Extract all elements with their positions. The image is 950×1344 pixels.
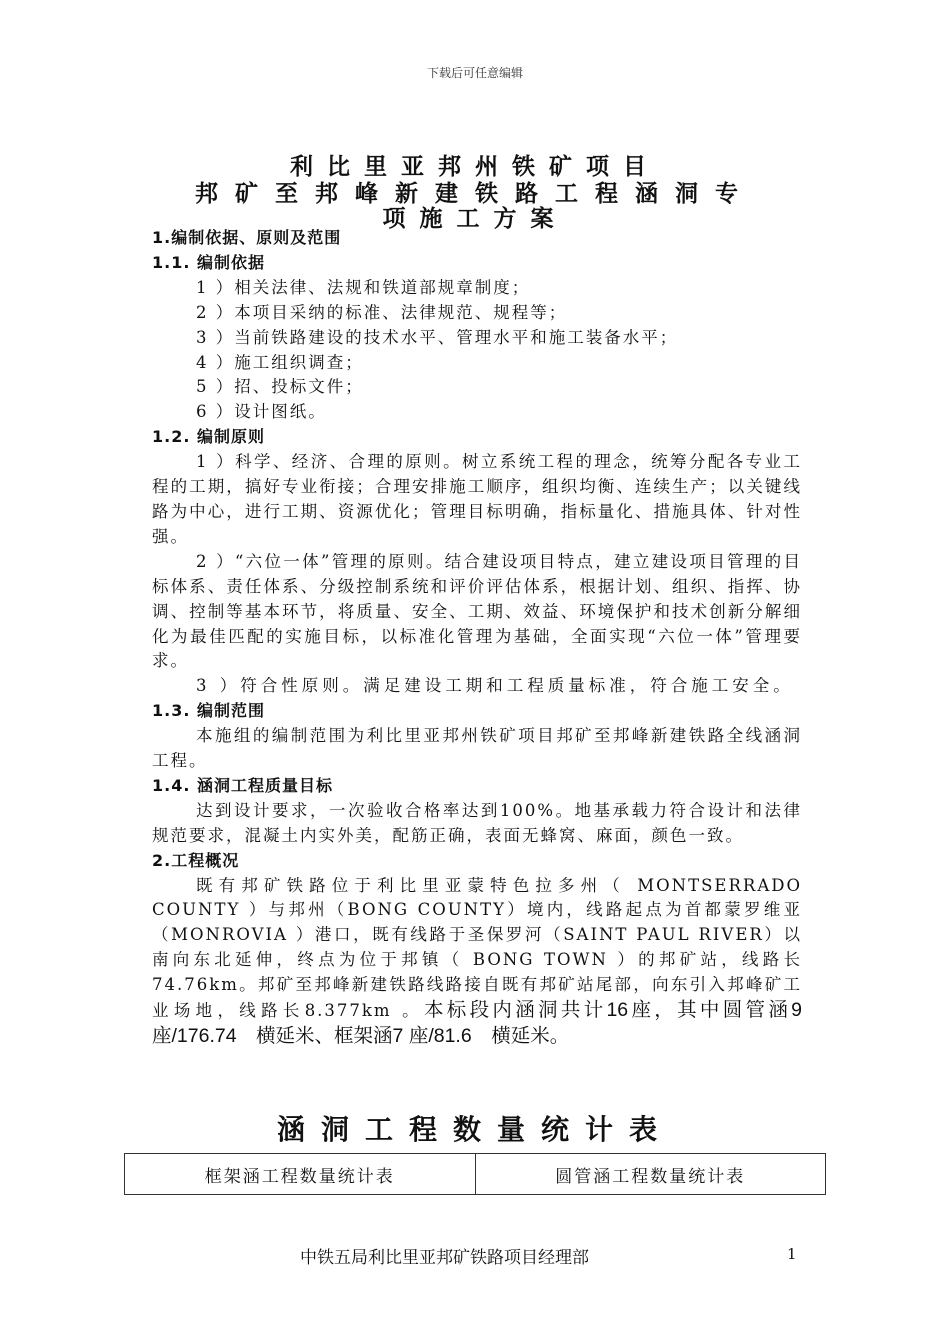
scope-paragraph: 本施组的编制范围为利比里亚邦州铁矿项目邦矿至邦峰新建铁路全线涵洞工程。 [152, 726, 802, 771]
table-cell-pipe-culvert: 圆管涵工程数量统计表 [475, 1154, 826, 1195]
document-body [152, 226, 802, 1050]
doc-title-line-2: 邦矿至邦峰新建铁路工程涵洞专 [195, 181, 755, 207]
doc-title-line-1: 利比里亚邦州铁矿项目 [290, 154, 660, 180]
table-cell-frame-culvert: 框架涵工程数量统计表 [125, 1154, 476, 1195]
section-1-2-heading: 1.2. 编制原则 [152, 427, 265, 447]
overview-text: 既有邦矿铁路位于利比里亚蒙特色拉多州（ MONTSERRADO COUNTY ）与邦州（BONG COUNTY）境内，线路起点为首都蒙罗维亚（MONROVIA ）港口，既有线路于圣保罗河（SAINT PAUL RIVER）以南向东北延伸，终点为位于邦镇（ BONG TOWN ）的邦矿站，线路长74.76km。邦矿至邦峰新建铁路线路接自既有邦矿站尾部，向东引入邦峰矿工业场地，线路长8.377km 。 [152, 875, 802, 1021]
culvert-stat-table [124, 1153, 826, 1195]
principle-paragraph: 1 ）科学、经济、合理的原则。树立系统工程的理念，统筹分配各专业工程的工期，搞好专业衔接；合理安排施工顺序，组织均衡、连续生产；以关键线路为中心，进行工期、资源优化；管理目标明确，指标量化、措施具体、针对性强。 [152, 452, 802, 546]
footer-organization: 中铁五局利比里亚邦矿铁路项目经理部 [300, 1248, 589, 1268]
principle-paragraph: 3 ）符合性原则。满足建设工期和工程质量标准，符合施工安全。 [196, 676, 794, 696]
section-1-heading: 1.编制依据、原则及范围 [152, 228, 342, 247]
basis-item: 5 ）招、投标文件； [196, 377, 364, 397]
table-title: 涵洞工程数量统计表 [276, 1113, 673, 1146]
basis-item: 6 ）设计图纸。 [196, 402, 327, 422]
overview-culvert-summary: 本标段内涵洞共计16座，其中圆管涵9 座/176.74 横延米、框架涵7 座/81.6 横延米。 [152, 999, 802, 1047]
overview-paragraph [152, 874, 802, 1050]
basis-item: 3 ）当前铁路建设的技术水平、管理水平和施工装备水平； [196, 327, 679, 347]
basis-item: 4 ）施工组织调查； [196, 352, 364, 372]
watermark-text: 下载后可任意编辑 [426, 66, 523, 80]
doc-title-line-3: 项施工方案 [382, 206, 568, 232]
section-1-4-heading: 1.4. 涵洞工程质量目标 [152, 775, 333, 795]
section-1-3-heading: 1.3. 编制范围 [152, 701, 265, 721]
section-2-heading: 2.工程概况 [152, 850, 240, 870]
table-row [125, 1154, 826, 1195]
quality-goal-paragraph: 达到设计要求，一次验收合格率达到100%。地基承载力符合设计和法律规范要求，混凝土内实外美，配筋正确，表面无蜂窝、麻面，颜色一致。 [152, 800, 802, 845]
basis-item: 2 ）本项目采纳的标准、法律规范、规程等； [196, 302, 568, 322]
section-1-1-heading: 1.1. 编制依据 [152, 252, 265, 272]
page-number: 1 [787, 1245, 797, 1263]
principle-paragraph: 2 ）“六位一体”管理的原则。结合建设项目特点，建立建设项目管理的目标体系、责任体系、分级控制系统和评价评估体系，根据计划、组织、指挥、协调、控制等基本环节，将质量、安全、工期、效益、环境保护和技术创新分解细化为最佳匹配的实施目标，以标准化管理为基础，全面实现“六位一体”管理要求。 [152, 551, 802, 671]
basis-item: 1 ）相关法律、法规和铁道部规章制度； [196, 277, 531, 297]
